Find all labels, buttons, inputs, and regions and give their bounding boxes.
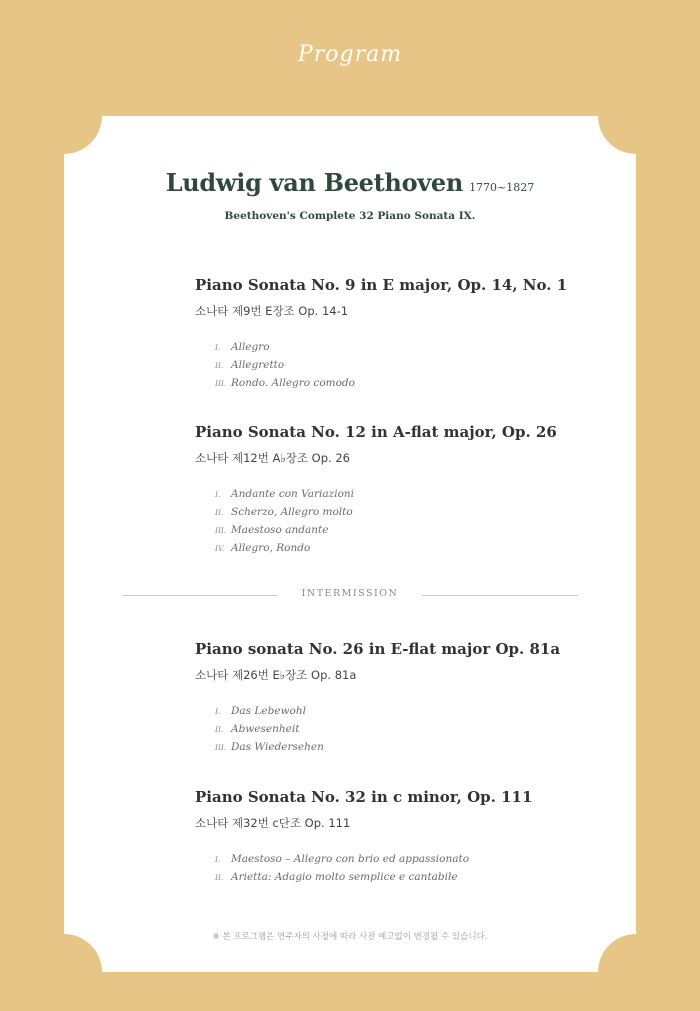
- movement-item: [195, 359, 567, 377]
- piece-korean-title: 소나타 제12번 A♭장조 Op. 26: [195, 451, 350, 465]
- composer-years: 1770~1827: [469, 181, 535, 194]
- movement-number: II.: [215, 725, 224, 734]
- card-corner-notch: [26, 78, 102, 154]
- movement-list: [195, 341, 567, 395]
- movement-item: [195, 524, 557, 542]
- movement-name: Allegro, Rondo: [231, 542, 311, 554]
- movement-name: Andante con Variazioni: [231, 488, 355, 500]
- movement-list: [195, 705, 560, 759]
- composer-heading: [64, 168, 636, 197]
- movement-number: II.: [215, 508, 224, 517]
- movement-number: II.: [215, 873, 224, 882]
- movement-name: Rondo. Allegro comodo: [231, 377, 355, 389]
- movement-number: I.: [215, 707, 221, 716]
- footer-notice: ※ 본 프로그램은 연주자의 사정에 따라 사전 예고없이 변경될 수 있습니다.: [212, 932, 488, 942]
- piece-title: Piano Sonata No. 9 in E major, Op. 14, No. 1: [195, 276, 568, 294]
- concert-subtitle: Beethoven's Complete 32 Piano Sonata IX.: [224, 210, 476, 222]
- movement-number: I.: [215, 343, 221, 352]
- movement-number: II.: [215, 361, 224, 370]
- card-corner-notch: [26, 934, 102, 1010]
- program-script-title: Program: [297, 42, 403, 67]
- movement-number: IV.: [215, 544, 225, 553]
- composer-name: Ludwig van Beethoven: [165, 168, 464, 197]
- piece-title: Piano Sonata No. 12 in A-flat major, Op. 26: [195, 423, 557, 441]
- movement-name: Arietta: Adagio molto semplice e cantabile: [231, 871, 458, 883]
- movement-name: Das Wiedersehen: [231, 741, 324, 753]
- movement-number: I.: [215, 855, 221, 864]
- movement-item: [195, 377, 567, 395]
- movement-number: III.: [215, 379, 227, 388]
- movement-number: I.: [215, 490, 221, 499]
- piece-block: [195, 276, 567, 395]
- movement-number: III.: [215, 743, 227, 752]
- intermission-divider: [122, 586, 578, 606]
- movement-name: Das Lebewohl: [231, 705, 306, 717]
- card-corner-notch: [598, 78, 674, 154]
- movement-item: [195, 341, 567, 359]
- movement-item: [195, 853, 532, 871]
- movement-item: [195, 506, 557, 524]
- movement-name: Scherzo, Allegro molto: [231, 506, 353, 518]
- movement-name: Allegro: [231, 341, 270, 353]
- program-card: [64, 116, 636, 972]
- movement-name: Maestoso andante: [231, 524, 329, 536]
- movement-item: [195, 542, 557, 560]
- piece-korean-title: 소나타 제32번 c단조 Op. 111: [195, 816, 351, 830]
- movement-item: [195, 723, 560, 741]
- piece-korean-title: 소나타 제26번 E♭장조 Op. 81a: [195, 668, 357, 682]
- piece-korean-title: 소나타 제9번 E장조 Op. 14-1: [195, 304, 349, 318]
- divider-line: [422, 595, 578, 596]
- piece-title: Piano Sonata No. 32 in c minor, Op. 111: [195, 788, 533, 806]
- intermission-label: INTERMISSION: [301, 588, 399, 599]
- movement-item: [195, 488, 557, 506]
- card-corner-notch: [598, 934, 674, 1010]
- piece-title: Piano sonata No. 26 in E-flat major Op. 81a: [195, 640, 561, 658]
- movement-name: Abwesenheit: [231, 723, 300, 735]
- movement-list: [195, 853, 532, 889]
- movement-number: III.: [215, 526, 227, 535]
- piece-block: [195, 640, 560, 759]
- movement-name: Maestoso – Allegro con brio ed appassionato: [231, 853, 470, 865]
- movement-item: [195, 741, 560, 759]
- movement-item: [195, 871, 532, 889]
- piece-block: [195, 423, 557, 560]
- movement-item: [195, 705, 560, 723]
- movement-name: Allegretto: [231, 359, 285, 371]
- movement-list: [195, 488, 557, 560]
- piece-block: [195, 788, 532, 889]
